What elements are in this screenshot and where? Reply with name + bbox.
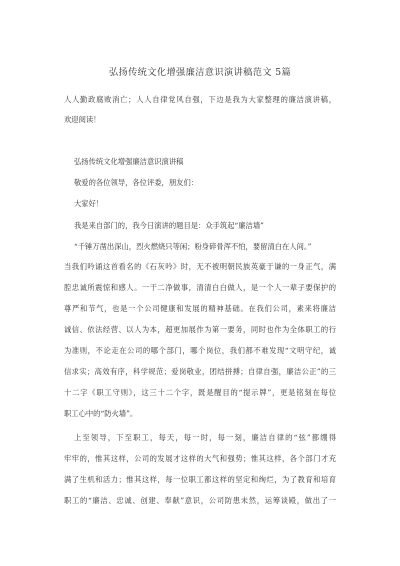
body-line-14: 职工的“廉洁、忠诚、创建、奉献”意识，公司防患未然，运筹谈殿，做出了一 [64,496,336,505]
body-line-10: 职工心中的“防火墙”。 [64,409,138,418]
body-line-11: 上至领导，下至职工，每天，每一时，每一刻，廉洁自律的“弦”都绷得 [74,433,336,442]
body-line-3: 当我们吟诵这首看名的《石灰吟》时，无不被明朝民族英豪于谦的一身正气，满 [64,262,336,271]
body-line-4: 腔忠诚所震惊和感人。一干二净做事，清清白白做人，是一个人一辈子要保护的 [64,283,336,292]
body-line-2: “千锤万凿出深山，烈火燃烧只等闲；粉身碎骨浑不怕，要留清白在人间。” [74,242,312,251]
body-line-6: 诚信、依法经营、以人为本，超更加展作为第一要务，同时也作为全体职工的行 [64,325,336,334]
body-line-9: 十二字《职工守则》，这三十二个字，既是醒目的“提示牌”，更是铭刻在每位 [64,388,336,397]
body-line-12: 牢牢的，惟其这样，公司的发展才这样的大气和强势；惟其这样，各个部门才充 [64,454,336,463]
body-line-8: 信求实；高效有序，科学规范；爱岗敬业，团结拼搏；自律自强，廉洁公正”的三 [64,367,336,376]
page-title: 弘扬传统文化增强廉洁意识演讲稿范文 5篇 [108,67,292,78]
body-line-7: 为准则，不论走在公司的哪个部门，哪个岗位，我们都不难发现“文明守纪，诚 [64,346,336,355]
body-line-5: 尊严和节气，也是一个公司健康和发展的精神基础。在我们公司，素来将廉洁 [64,304,336,313]
salutation: 敬爱的各位领导，各位评委，朋友们： [74,178,199,187]
greeting: 大家好！ [74,199,104,208]
body-line-1: 我是来自部门的，我今日演讲的题目是：众手筑起“廉洁墙” [74,221,264,230]
intro-line-1: 人人勤政腐败消亡；人人自律党风自强，下边是我为大家整理的廉洁演讲稿， [64,95,336,104]
intro-line-2: 欢迎阅读！ [64,115,101,124]
body-line-13: 满了生机和活力；惟其这样，每一位职工都这样的坚定和绚烂，为了教育和培育 [64,475,336,484]
speech-title: 弘扬传统文化增强廉洁意识演讲稿 [74,157,184,166]
